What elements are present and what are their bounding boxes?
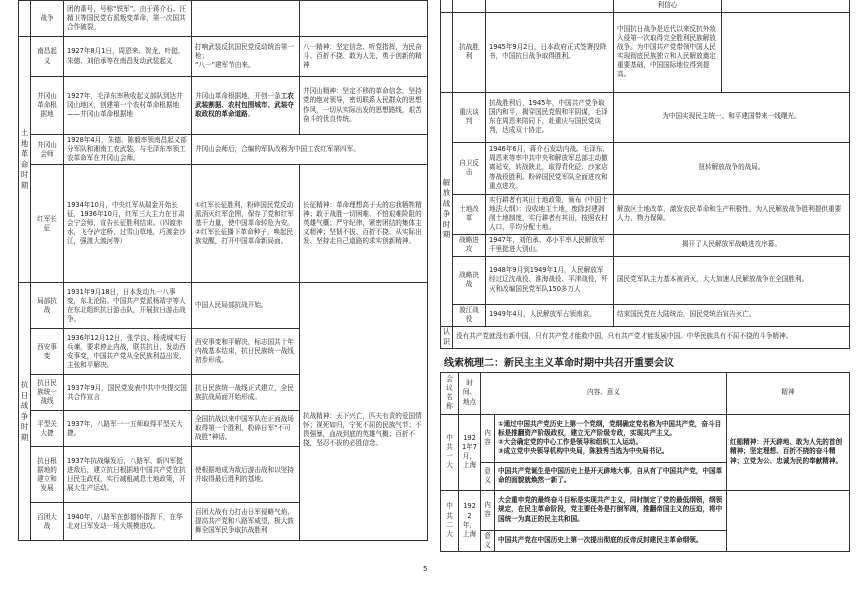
event-desc: 抗战胜利后，1945年，中国共产党争取国内和平，揭穿国民党假和平阴谋，毛泽东在周恩来陪同下，赴重庆与国民党谈判，达成双十协定。 — [486, 92, 614, 142]
event-significance: 揭开了人民解放军战略进攻序幕。 — [614, 234, 850, 256]
event-desc: 1937年，八路军一一五师取得平型关大捷。 — [64, 411, 192, 447]
era-label: 抗日战争时期 — [19, 283, 31, 541]
event-name: 重庆谈判 — [453, 92, 486, 142]
content-key: 意义 — [481, 530, 495, 551]
event-desc — [486, 0, 614, 12]
era-label: 解放战争时期 — [441, 92, 453, 326]
table-row — [19, 37, 428, 77]
event-significance: 中国人民局部抗战开始。 — [192, 283, 300, 329]
table-row — [19, 77, 428, 135]
event-spirit: 八一精神：坚定信念、听党指挥，为民奋斗、百折不挠、敢为人先，勇于创新的精神 — [300, 37, 428, 77]
right-table-page — [440, 0, 850, 600]
event-name: 自卫反击 — [453, 142, 486, 194]
event-desc: 团的番号，号称“铁军”。由于蒋介石、汪精卫等国民党右派叛变革命，第一次国共合作破裂。 — [64, 1, 192, 37]
event-desc: 1947年，刘伯承、邓小平率人民解放军千里挺进大别山。 — [486, 234, 614, 256]
event-name: 南昌起义 — [31, 37, 64, 77]
era-cell — [19, 1, 31, 37]
event-significance: 利信心 — [614, 0, 722, 12]
event-significance: 西安事变和平解决，标志国共十年内战基本结束，抗日民族统一战线初步形成。 — [192, 329, 300, 375]
table-row — [441, 490, 850, 530]
event-significance: ①红军长征胜利，粉碎国民党反动派消灭红军企图，保存了党和红军基干力量，使中国革命转危为安。②红军长征播下革命种子，唤起民族觉醒，打开中国革命新局面。 — [192, 165, 300, 283]
table-row — [441, 92, 850, 142]
event-desc: 1928年4月，朱德、陈毅率领南昌起义部分军队和湘南工农武装，与毛泽东率领工农革命军在井冈山会师。 — [64, 135, 192, 165]
event-name: 百团大战 — [31, 503, 64, 541]
event-desc: 实行耕者有其田土地政策，颁布《中国土地法大纲》：没收地主土地，废除封建剥削土地制度，实行耕者有其田，按照农村人口，平均分配土地。 — [486, 194, 614, 234]
event-name: 井冈山革命根据地 — [31, 77, 64, 135]
table-row — [19, 135, 428, 165]
table-row — [19, 283, 428, 329]
event-significance: 中国抗日战争是近代以来反抗外敌入侵第一次取得完全胜利民族解放战争。为中国共产党带领中国人民实现彻底民族独立和人民解放奠定重要基础，中国国际地位得到提高。 — [614, 12, 722, 92]
event-name: 土地改革 — [453, 194, 486, 234]
meeting-significance: 中国共产党在中国历史上第一次提出彻底的反帝反封建民主革命纲领。 — [495, 530, 727, 551]
table-row — [19, 375, 428, 411]
event-significance — [192, 1, 300, 37]
page-number: 5 — [423, 565, 428, 573]
era-label: 土地革命时期 — [19, 37, 31, 283]
table-row — [19, 411, 428, 447]
event-significance: 使根据地成为敌后游击战和以坚持并取得最后胜利的基地。 — [192, 447, 300, 503]
event-spirit: 抗战精神：天下兴亡，匹夫有责的爱国情怀；视死如归，宁死不屈的民族气节；不畏强暴，血战到底的英雄气概；百折不挠，坚忍不拔的必胜信念。 — [300, 411, 428, 541]
content-key: 内容 — [481, 414, 495, 462]
content-key: 内容 — [481, 490, 495, 530]
event-significance: 国民党军队主力基本被消灭，大大加速人民解放战争在全国胜利。 — [614, 256, 850, 304]
event-name: 抗日民族统一战线 — [31, 375, 64, 411]
event-name — [453, 0, 486, 12]
event-spirit — [300, 375, 428, 411]
event-name: 局部抗战 — [31, 283, 64, 329]
event-name: 平型关大捷 — [31, 411, 64, 447]
column-header-content: 内容、意义 — [481, 372, 727, 414]
table-row — [19, 1, 428, 37]
column-header-name: 会议名称 — [441, 372, 459, 414]
meetings-table — [440, 372, 850, 552]
event-spirit — [300, 1, 428, 37]
event-desc: 1927年，毛泽东率秋收起义部队到达井冈山地区，创建第一个农村革命根据地——井冈山革命根据地 — [64, 77, 192, 135]
event-significance: 井冈山革命根据地，开创一条工农武装割据、农村包围城市、武装夺取政权的革命道路。 — [192, 77, 300, 135]
event-name: 抗战胜利 — [453, 12, 486, 92]
event-name: 西安事变 — [31, 329, 64, 375]
event-significance: 全国抗战以来中国军队在正面战场取得第一个胜利，粉碎日军“不可战胜”神话。 — [192, 411, 300, 447]
meeting-name: 中共一大 — [441, 414, 459, 490]
meeting-time: 1921年7月，上海 — [459, 414, 481, 490]
event-name: 井冈山会师 — [31, 135, 64, 165]
event-desc: 1937年抗战爆发后，八路军、新四军挺进敌后，建立抗日根据地中国共产党在抗日民主政权，实行减租减息土地政策，开展大生产运动。 — [64, 447, 192, 503]
event-desc: 1931年9月18日，日本发动九一八事变，东北沦陷。中国共产党派杨靖宇等人在东北组织抗日游击队，开展抗日游击战争。 — [64, 283, 192, 329]
table-row — [19, 165, 428, 283]
event-spirit: 长征精神：革命理想高于天的忘我牺牲精神；敢于战胜一切困难、不怕艰难险阻的英雄气概；严守纪律，紧密团结的集体主义精神；坚韧不拔、百折不挠、从实际出发、坚持走自己道路的求实创新精神。 — [300, 165, 428, 283]
era-cell — [441, 0, 453, 12]
knowledge-label: 认识 — [441, 326, 453, 348]
event-significance: 抗日民族统一战线正式建立，全民族抗战局面开始形成。 — [192, 375, 300, 411]
meeting-spirit — [727, 490, 850, 551]
event-spirit — [300, 283, 428, 329]
event-desc: 1945年9月2日，日本政府正式签署投降书，中国抗日战争取得胜利。 — [486, 12, 614, 92]
table-row — [441, 194, 850, 234]
meeting-content: ①通过中国共产党历史上第一个党纲，党纲确定党名称为中国共产党，奋斗目标是推翻资产阶级政权，建立无产阶级专政，实现共产主义。 ②大会确定党的中心工作是领导和组织工人运动。 ③成立党中央领导机构中央局，陈独秀当选为中央局书记。 — [495, 414, 727, 462]
revolution-events-table — [18, 0, 428, 541]
content-key: 意义 — [481, 462, 495, 490]
meeting-time: 1922年，上海 — [459, 490, 481, 551]
event-significance: 扭转解放战争的战局。 — [614, 142, 850, 194]
left-table-page — [18, 0, 428, 600]
event-desc: 1949年4月，人民解放军占领南京。 — [486, 304, 614, 326]
event-desc: 1940年，八路军在彭德怀指挥下，在华北对日军发动一场大规模进攻。 — [64, 503, 192, 541]
event-desc: 1934年10月，中央红军从瑞金开始长征，1936年10月，红军三大主力在甘肃会宁会师，宣告长征胜利结束。（四渡赤水，飞夺泸定桥，过雪山草地，巧渡金沙江，强渡大渡河等） — [64, 165, 192, 283]
event-spirit: 井冈山精神：坚定不移的革命信念，坚持党的绝对领导，密切联系人民群众的思想作风，一切从实际出发的思想路线，艰苦奋斗的优良传统。 — [300, 77, 428, 135]
event-significance: 结束国民党在大陆统治，国民党统治宣告灭亡。 — [614, 304, 850, 326]
meeting-spirit: 红船精神：开天辟地、敢为人先的首创精神；坚定理想、百折不挠的奋斗精神；立党为公、忠诚为民的奉献精神。 — [727, 414, 850, 490]
event-name: 战争 — [31, 1, 64, 37]
event-spirit — [722, 0, 850, 12]
meeting-content: 大会重申党的最终奋斗目标是实现共产主义，同时制定了党的最低纲领，纲领规定，在民主革命阶段，党主要任务是打倒军阀，推翻帝国主义的压迫，将中国统一为真正的民主共和国。 — [495, 490, 727, 530]
event-spirit — [300, 329, 428, 375]
event-significance: 百团大战有力打击日军侵略气焰，提高共产党和八路军威望，极大鼓舞全国军民争取抗战胜利 — [192, 503, 300, 541]
column-header-time: 时间、地点 — [459, 372, 481, 414]
section-title: 线索梳理二：新民主主义革命时期中共召开重要会议 — [444, 357, 674, 369]
table-row — [441, 12, 850, 92]
meeting-name: 中共二大 — [441, 490, 459, 551]
event-desc: 1936年12月12日，张学良、杨虎城实行兵谏，要求停止内战，联共抗日，发动西安事变，中国共产党从全民族利益出发，主张和平解决。 — [64, 329, 192, 375]
event-desc: 1946年6月，蒋介石发动内战。毛泽东、周恩来等率中共中央和解放军总部主动撤离延安，转战陕北，取得青化砭、沙家店等战役胜利。粉碎国民党军队全面进攻和重点进攻。 — [486, 142, 614, 194]
event-name: 抗日根据地的建立和发展 — [31, 447, 64, 503]
knowledge-text: 没有共产党就没有新中国，只有共产党才能救中国，只有共产党才能发展中国。中华民族具有不屈不挠的斗争精神。 — [453, 326, 850, 348]
table-row — [441, 304, 850, 326]
event-desc: 1948年9月到1949年1月，人民解放军经过辽沈战役、淮海战役、平津战役，歼灭和改编国民党军队150多万人 — [486, 256, 614, 304]
event-significance: 解放区土地改革，激发农民革命和生产积极性，为人民解放战争胜利提供重要人力、物力保障。 — [614, 194, 850, 234]
liberation-events-table — [440, 0, 850, 349]
table-row — [19, 329, 428, 375]
table-row — [441, 256, 850, 304]
event-desc: 1927年8月1日，周恩来、贺龙、叶挺、朱德、刘伯承等在南昌发动武装起义 — [64, 37, 192, 77]
event-significance: 井冈山会师后，合编的军队改称为中国工农红军第四军。 — [192, 135, 428, 165]
table-row — [441, 234, 850, 256]
table-header-row — [441, 372, 850, 414]
era-cell — [441, 12, 453, 92]
event-name: 渡江战役 — [453, 304, 486, 326]
event-name: 战略决战 — [453, 256, 486, 304]
event-significance: 打响武装反抗国民党反动统治第一枪； “八一”建军节由来。 — [192, 37, 300, 77]
table-row — [441, 326, 850, 348]
event-desc: 1937年9月，国民党发表中共中央提交国共合作宣言 — [64, 375, 192, 411]
event-spirit — [722, 12, 850, 92]
event-name: 红军长征 — [31, 165, 64, 283]
event-name: 战略进攻 — [453, 234, 486, 256]
event-significance: 为中国实现民主统一、和平建国带来一线曙光。 — [614, 92, 850, 142]
table-row — [441, 414, 850, 462]
table-row — [441, 142, 850, 194]
table-row — [441, 0, 850, 12]
meeting-significance: 中国共产党诞生是中国历史上是开天辟地大事，自从有了中国共产党，中国革命的面貌就焕然一新了。 — [495, 462, 727, 490]
column-header-spirit: 精神 — [727, 372, 850, 414]
